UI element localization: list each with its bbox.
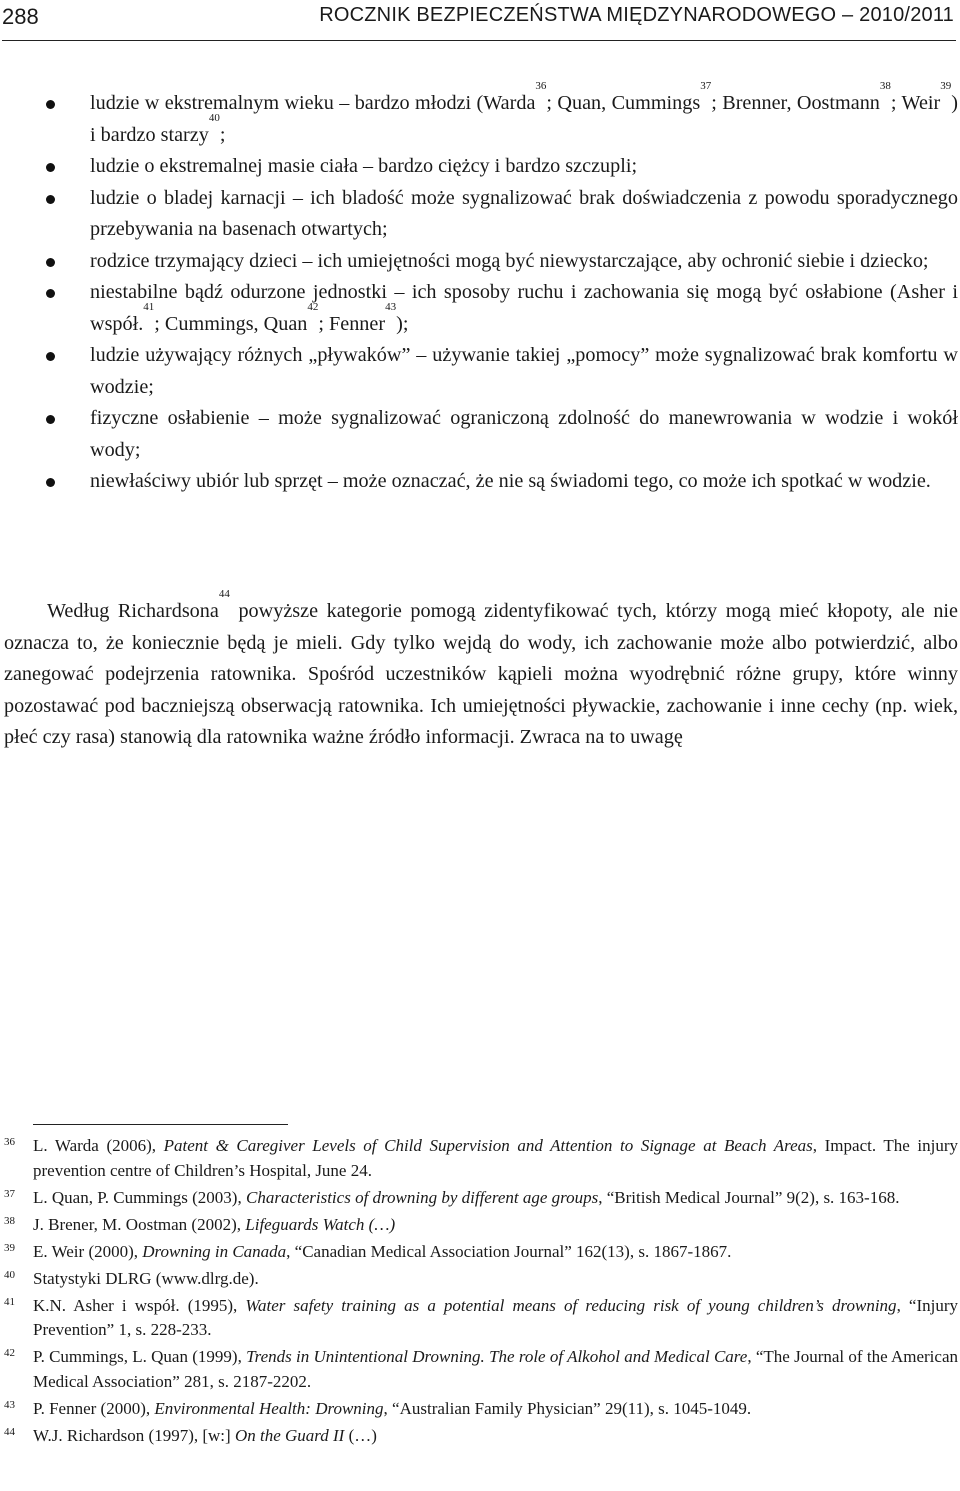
footnote-separator: [33, 1124, 288, 1125]
text-run: , “The Journal of the American Medical Association” 281, s. 2187-2202.: [33, 1347, 958, 1391]
text-run: ;: [219, 123, 226, 146]
text-run: powyższe kategorie pomogą zidentyfikować tych, którzy mogą mieć kłopoty, ale nie oznacza to, że koniecznie będą je mieli. Gdy tylko wejdą do wody, ich zachowanie może albo potwierdzić, albo zanegować podejrzenia ratownika. Spośród uczestników kąpieli można wyodrębnić różne grupy, które winny pozostawać pod baczniejszą obserwacją ratownika. Ich umiejętności pływackie, zachowanie i inne cechy (np. wiek, płeć czy rasa) stanowią dla ratownika ważne źródło informacji. Zwraca na to uwagę: [4, 600, 958, 748]
bullet-item: [44, 466, 958, 498]
text-run: L. Warda (2006),: [33, 1136, 164, 1155]
footnote-reference[interactable]: 37: [700, 80, 712, 92]
bullet-dot-icon: [46, 352, 55, 361]
bullet-item: [44, 340, 958, 403]
text-run: Statystyki DLRG (www.dlrg.de).: [33, 1268, 259, 1288]
footnote-reference[interactable]: 38: [879, 80, 891, 92]
footnote-reference[interactable]: 40: [208, 111, 220, 124]
bullet-dot-icon: [46, 289, 55, 298]
text-run: L. Quan, P. Cummings (2003),: [33, 1187, 246, 1207]
footnotes-list: [4, 1134, 958, 1451]
text-run: K.N. Asher i współ. (1995),: [33, 1295, 246, 1315]
text-run: , “Canadian Medical Association Journal” 162(13), s. 1867-1867.: [286, 1241, 732, 1261]
text-run: niestabilne bądź odurzone jednostki – ich sposoby ruchu i zachowania się mogą być osłabione (Asher i współ.: [90, 281, 958, 335]
text-run: (…): [344, 1425, 377, 1445]
italic-title: Water safety training as a potential means of reducing risk of young children’s drowning: [245, 1295, 897, 1315]
italic-title: On the Guard II: [234, 1425, 345, 1445]
text-run: ) i bardzo starzy: [90, 92, 958, 146]
bullet-item: [44, 183, 958, 246]
footnote: [4, 1345, 958, 1394]
text-run: ludzie w ekstremalnym wieku – bardzo młodzi (Warda: [90, 92, 536, 114]
footnote: [4, 1186, 958, 1211]
footnote: [4, 1424, 958, 1449]
text-run: E. Weir (2000),: [33, 1241, 143, 1261]
text-run: niewłaściwy ubiór lub sprzęt – może oznaczać, że nie są świadomi tego, co może ich spotkać w wodzie.: [90, 470, 931, 492]
footnote: [4, 1267, 958, 1292]
footnote-number: 44: [4, 1425, 15, 1438]
page-number: 288: [2, 4, 39, 29]
footnote-reference[interactable]: 39: [940, 80, 952, 92]
text-run: J. Brener, M. Oostman (2002),: [33, 1214, 246, 1234]
footnote: [4, 1213, 958, 1238]
italic-title: Trends in Unintentional Drowning. The role of Alkohol and Medical Care: [246, 1347, 748, 1366]
text-run: , “British Medical Journal” 9(2), s. 163-168.: [598, 1187, 900, 1207]
text-run: ludzie o bladej karnacji – ich bladość może sygnalizować brak doświadczenia z powodu sporadycznego przebywania na basenach otwartych;: [90, 186, 958, 240]
italic-title: Characteristics of drowning by different age groups: [245, 1187, 599, 1207]
text-run: ; Fenner: [318, 312, 386, 335]
italic-title: Lifeguards Watch (…): [245, 1214, 396, 1234]
footnote-reference[interactable]: 42: [307, 300, 319, 313]
text-run: ; Weir: [890, 92, 941, 114]
footnote: [4, 1240, 958, 1265]
bullet-dot-icon: [46, 415, 55, 424]
italic-title: Environmental Health: Drowning: [154, 1398, 384, 1418]
footnote-number: 43: [4, 1398, 15, 1411]
footnote-number: 36: [4, 1136, 15, 1148]
text-run: W.J. Richardson (1997), [w:]: [33, 1425, 235, 1445]
text-run: , Impact. The injury prevention centre of Children’s Hospital, June 24.: [33, 1136, 958, 1180]
footnote-reference[interactable]: 41: [143, 300, 155, 313]
italic-title: Drowning in Canada: [142, 1241, 287, 1261]
footnote-number: 37: [4, 1187, 15, 1200]
bullet-item: [44, 403, 958, 466]
italic-title: Patent & Caregiver Levels of Child Supervision and Attention to Signage at Beach Areas: [163, 1136, 813, 1155]
bullet-list: [44, 80, 958, 498]
footnote-number: 40: [4, 1268, 15, 1281]
bullet-item: [44, 277, 958, 340]
text-run: P. Fenner (2000),: [33, 1398, 155, 1418]
bullet-item: [44, 151, 958, 183]
running-head: ROCZNIK BEZPIECZEŃSTWA MIĘDZYNARODOWEGO – 2010/2011: [319, 4, 954, 26]
text-run: ; Cummings, Quan: [154, 312, 308, 335]
page-header: [2, 0, 956, 41]
footnote-number: 38: [4, 1214, 15, 1227]
text-run: P. Cummings, L. Quan (1999),: [33, 1347, 247, 1366]
footnote-number: 42: [4, 1347, 15, 1359]
bullet-dot-icon: [46, 258, 55, 267]
bullet-item: [44, 80, 958, 151]
footnote: [4, 1294, 958, 1343]
text-run: ; Quan, Cummings: [546, 92, 701, 114]
footnote: [4, 1134, 958, 1183]
text-run: Według Richardsona: [47, 600, 219, 622]
text-run: ludzie o ekstremalnej masie ciała – bardzo ciężcy i bardzo szczupli;: [90, 155, 638, 177]
body-paragraph: [4, 588, 958, 754]
footnote: [4, 1397, 958, 1422]
text-run: rodzice trzymający dzieci – ich umiejętności mogą być niewystarczające, aby ochronić siebie i dziecko;: [90, 249, 929, 272]
bullet-item: [44, 246, 958, 278]
text-run: );: [396, 312, 409, 335]
footnote-number: 41: [4, 1295, 15, 1308]
footnote-reference[interactable]: 36: [535, 80, 547, 92]
footnote-reference[interactable]: 43: [385, 300, 397, 313]
bullet-dot-icon: [46, 195, 55, 204]
bullet-dot-icon: [46, 100, 55, 109]
footnote-number: 39: [4, 1241, 15, 1254]
text-run: ludzie używający różnych „pływaków” – używanie takiej „pomocy” może sygnalizować brak komfortu w wodzie;: [90, 344, 958, 398]
bullet-dot-icon: [46, 478, 55, 487]
bullet-dot-icon: [46, 163, 55, 172]
text-run: ; Brenner, Oostmann: [711, 92, 880, 114]
text-run: fizyczne osłabienie – może sygnalizować ograniczoną zdolność do manewrowania w wodzie i wokół wody;: [90, 407, 958, 461]
footnote-reference[interactable]: 44: [218, 588, 230, 600]
text-run: , “Australian Family Physician” 29(11), s. 1045-1049.: [383, 1398, 752, 1418]
text-run: , “Injury Prevention” 1, s. 228-233.: [33, 1295, 959, 1339]
